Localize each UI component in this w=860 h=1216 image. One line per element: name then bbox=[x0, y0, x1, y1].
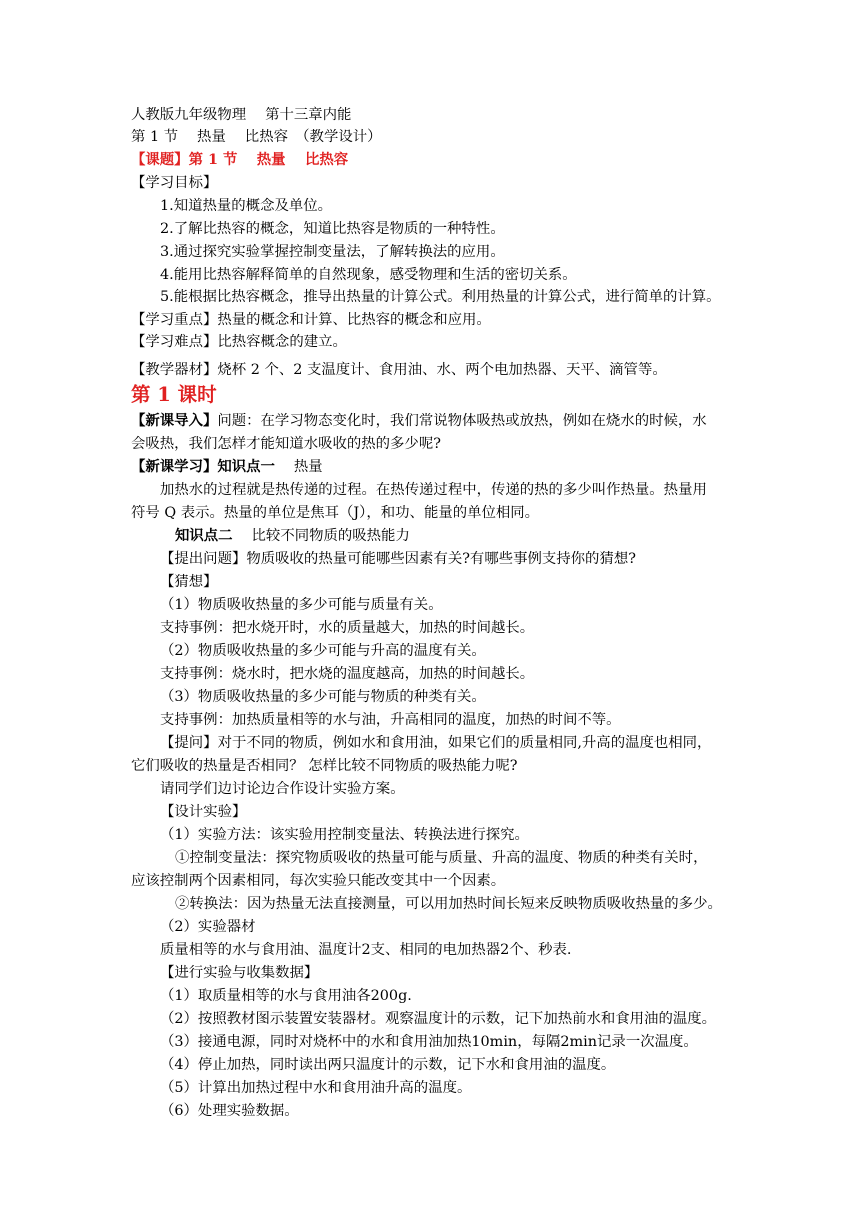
ask-text-1: 对于不同的物质，例如水和食用油，如果它们的质量相同,升高的温度也相同， bbox=[217, 735, 712, 751]
experiment-step: （6）处理实验数据。 bbox=[160, 1103, 299, 1119]
ask-line-1 bbox=[160, 732, 711, 754]
experiment-heading: 【进行实验与收集数据】 bbox=[160, 965, 319, 981]
control-variable-line-2: 应该控制两个因素相同，每次实验只能改变其中一个因素。 bbox=[131, 873, 506, 889]
experiment-step: （4）停止加热，同时读出两只温度计的示数，记下水和食用油的温度。 bbox=[160, 1057, 616, 1073]
topic-value: 第 1 节 热量 比热容 bbox=[188, 151, 349, 168]
goal-item: 4.能用比热容解释简单的自然现象，感受物理和生活的密切关系。 bbox=[160, 267, 577, 283]
ask-label: 【提问】 bbox=[160, 735, 218, 751]
key-points-text: 热量的概念和计算、比热容的概念和应用。 bbox=[217, 312, 491, 328]
kp1-paragraph-1: 加热水的过程就是热传递的过程。在热传递过程中，传递的热的多少叫作热量。热量用 bbox=[160, 482, 707, 498]
goal-item: 3.通过探究实验掌握控制变量法，了解转换法的应用。 bbox=[160, 244, 505, 260]
goal-item: 1.知道热量的概念及单位。 bbox=[160, 198, 333, 214]
key-points-line bbox=[131, 309, 491, 331]
conversion-line: ②转换法：因为热量无法直接测量，可以用加热时间长短来反映物质吸收热量的多少。 bbox=[175, 896, 722, 912]
difficult-points-text: 比热容概念的建立。 bbox=[217, 334, 347, 350]
guess-item: （3）物质吸收热量的多少可能与物质的种类有关。 bbox=[160, 689, 486, 705]
intro-label: 【新课导入】 bbox=[131, 412, 218, 429]
ask-line-2: 它们吸收的热量是否相同？ 怎样比较不同物质的吸热能力呢? bbox=[131, 758, 518, 774]
experiment-step: （3）接通电源，同时对烧杯中的水和食用油加热10min，每隔2min记录一次温度。 bbox=[160, 1034, 698, 1050]
topic-label: 【课题】 bbox=[131, 151, 189, 168]
knowledge-point-1-heading bbox=[131, 456, 323, 478]
kp2-title: 比较不同物质的吸热能力 bbox=[232, 528, 410, 544]
difficult-points-label: 【学习难点】 bbox=[131, 334, 218, 350]
lesson-title: 第 1 课时 bbox=[131, 383, 217, 406]
equipment-text: 烧杯 2 个、2 支温度计、食用油、水、两个电加热器、天平、滴管等。 bbox=[217, 362, 667, 378]
guess-heading: 【猜想】 bbox=[160, 574, 218, 590]
question-text: 物质吸收的热量可能哪些因素有关?有哪些事例支持你的猜想? bbox=[246, 551, 636, 567]
kp1-title: 热量 bbox=[274, 459, 323, 475]
guess-example: 支持事例：加热质量相等的水与油，升高相同的温度，加热的时间不等。 bbox=[160, 712, 621, 728]
equipment-heading: （2）实验器材 bbox=[160, 919, 256, 935]
intro-line-1 bbox=[131, 410, 707, 432]
equipment-line bbox=[131, 359, 667, 381]
guess-example: 支持事例：把水烧开时，水的质量越大，加热的时间越长。 bbox=[160, 620, 535, 636]
equipment-list: 质量相等的水与食用油、温度计2支、相同的电加热器2个、秒表. bbox=[160, 942, 572, 958]
guess-example: 支持事例：烧水时，把水烧的温度越高，加热的时间越长。 bbox=[160, 666, 535, 682]
control-variable-line-1: ①控制变量法：探究物质吸收的热量可能与质量、升高的温度、物质的种类有关时， bbox=[175, 850, 708, 866]
header-line-1: 人教版九年级物理 第十三章内能 bbox=[131, 107, 352, 123]
guess-item: （2）物质吸收热量的多少可能与升高的温度有关。 bbox=[160, 643, 486, 659]
difficult-points-line bbox=[131, 331, 347, 353]
goal-item: 5.能根据比热容概念，推导出热量的计算公式。利用热量的计算公式，进行简单的计算。 bbox=[160, 289, 721, 305]
experiment-step: （5）计算出加热过程中水和食用油升高的温度。 bbox=[160, 1080, 472, 1096]
kp1-label: 知识点一 bbox=[217, 458, 275, 475]
knowledge-point-2-heading bbox=[175, 525, 410, 547]
intro-line-2: 会吸热，我们怎样才能知道水吸收的热的多少呢? bbox=[131, 436, 441, 452]
key-points-label: 【学习重点】 bbox=[131, 312, 218, 328]
question-line bbox=[160, 548, 636, 570]
goal-item: 2.了解比热容的概念，知道比热容是物质的一种特性。 bbox=[160, 221, 505, 237]
header-line-2: 第 1 节 热量 比热容 （教学设计） bbox=[131, 129, 382, 145]
new-lesson-label: 【新课学习】 bbox=[131, 458, 218, 475]
kp1-paragraph-2: 符号 Q 表示。热量的单位是焦耳（J），和功、能量的单位相同。 bbox=[131, 505, 540, 521]
discuss-line: 请同学们边讨论边合作设计实验方案。 bbox=[160, 781, 405, 797]
equipment-label: 【教学器材】 bbox=[131, 362, 218, 378]
kp2-label: 知识点二 bbox=[175, 527, 233, 544]
experiment-step: （2）按照教材图示装置安装器材。观察温度计的示数，记下加热前水和食用油的温度。 bbox=[160, 1011, 717, 1027]
experiment-step: （1）取质量相等的水与食用油各200g. bbox=[160, 988, 412, 1004]
method-line: （1）实验方法：该实验用控制变量法、转换法进行探究。 bbox=[160, 827, 529, 843]
design-heading: 【设计实验】 bbox=[160, 804, 247, 820]
topic-line bbox=[131, 149, 348, 171]
goals-heading: 【学习目标】 bbox=[131, 175, 218, 191]
question-label: 【提出问题】 bbox=[160, 551, 247, 567]
guess-item: （1）物质吸收热量的多少可能与质量有关。 bbox=[160, 597, 443, 613]
intro-text-1: 问题：在学习物态变化时，我们常说物体吸热或放热，例如在烧水的时候，水 bbox=[217, 413, 707, 429]
